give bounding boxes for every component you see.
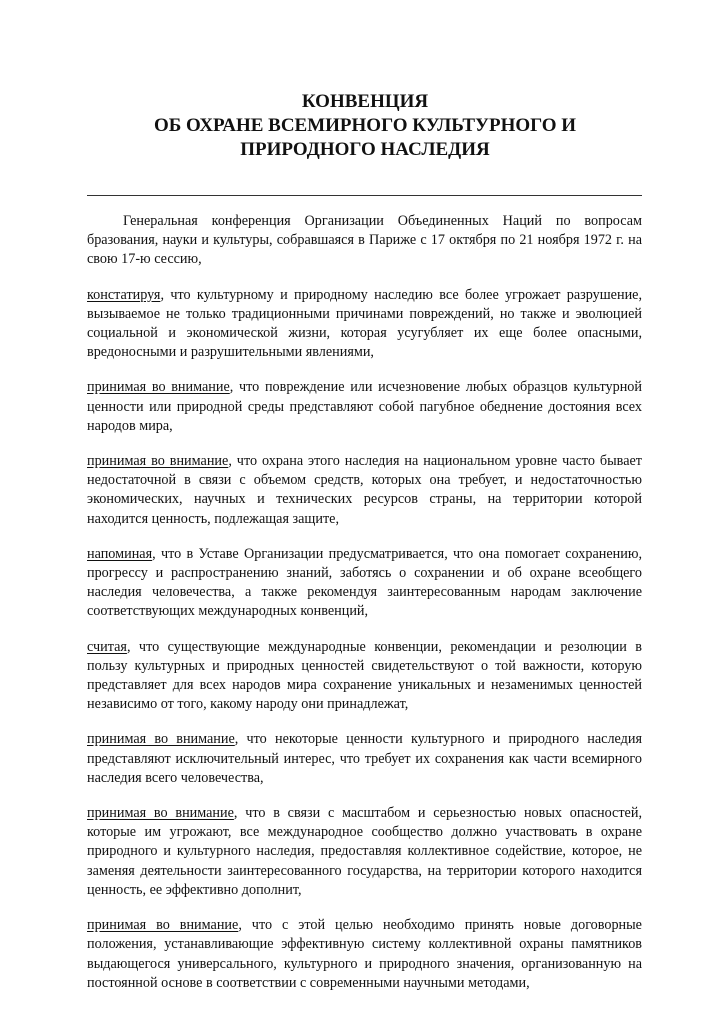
clause-keyword: констатируя xyxy=(87,286,161,303)
clause-paragraph xyxy=(87,730,642,788)
clause-keyword: принимая во внимание xyxy=(87,453,229,470)
clause-keyword: принимая во внимание xyxy=(87,917,239,934)
clause-keyword: напоминая xyxy=(87,545,153,562)
clause-text: , что в связи с масштабом и серьезностью новых опасностей, которые им угрожают, все международное сообщество должно участвовать в охране природного и культурного наследия, предоставляя коллективное содействие, которое, не заменяя деятельности заинтересованного государства, на территории которого находится ценность, ее эффективно дополнит, xyxy=(87,805,642,898)
document-title xyxy=(80,90,650,162)
clause-text: , что с этой целью необходимо принять новые договорные положения, устанавливающие эффективную систему коллективной охраны памятников выдающегося универсального, культурного и природного значения, организованную на постоянной основе в соответствии с современными научными методами, xyxy=(87,917,642,991)
clause-keyword: принимая во внимание xyxy=(87,731,235,748)
clause-text: , что существующие международные конвенции, рекомендации и резолюции в пользу культурных и природных ценностей свидетельствуют о той важности, которую представляет для всех народов мира сохранение уникальных и незаменимых ценностей независимо от того, какому народу они принадлежат, xyxy=(87,638,642,713)
clause-paragraph xyxy=(87,378,642,436)
clause-paragraph xyxy=(87,916,642,993)
clause-keyword: считая xyxy=(87,638,127,655)
title-line-2: ОБ ОХРАНЕ ВСЕМИРНОГО КУЛЬТУРНОГО И xyxy=(153,115,577,136)
clause-text: , что повреждение или исчезновение любых образцов культурной ценности или природной среды представляют собой пагубное обеднение достояния всех народов мира, xyxy=(87,379,642,434)
title-line-1: КОНВЕНЦИЯ xyxy=(301,91,429,112)
clause-paragraph xyxy=(87,452,642,529)
clause-text: , что культурному и природному наследию все более угрожает разрушение, вызываемое не только традиционными причинами повреждений, но также и эволюцией социальной и экономической жизни, которая усугубляет их еще более опасными, вредоносными и разрушительными явлениями, xyxy=(87,286,642,361)
document-body xyxy=(87,212,642,1009)
clause-text: , что в Уставе Организации предусматривается, что она помогает сохранению, прогрессу и распространению знаний, заботясь о сохранении и об охране всеобщего наследия человечества, а также рекомендуя заинтересованным народам заключение соответствующих международных конвенций, xyxy=(87,545,642,620)
clause-text: , что некоторые ценности культурного и природного наследия представляют исключительный интерес, что требует их сохранения как части всемирного наследия всего человечества, xyxy=(87,731,642,786)
clause-keyword: принимая во внимание xyxy=(87,379,230,396)
clause-paragraph xyxy=(87,638,642,715)
clause-text: , что охрана этого наследия на национальном уровне часто бывает недостаточной в связи с объемом средств, которых она требует, и недостаточностью экономических, научных и технических ресурсов страны, на территории которой находится ценность, подлежащая защите, xyxy=(87,453,642,527)
clause-paragraph xyxy=(87,804,642,900)
title-line-3: ПРИРОДНОГО НАСЛЕДИЯ xyxy=(240,139,490,160)
clause-paragraph xyxy=(87,545,642,622)
horizontal-divider xyxy=(87,195,642,196)
intro-paragraph: Генеральная конференция Организации Объединенных Наций по вопросам бразования, науки и культуры, собравшаяся в Париже с 17 октября по 21 ноября 1972 г. на свою 17-ю сессию, xyxy=(87,213,642,268)
clause-paragraph xyxy=(87,286,642,363)
clause-keyword: принимая во внимание xyxy=(87,805,234,822)
